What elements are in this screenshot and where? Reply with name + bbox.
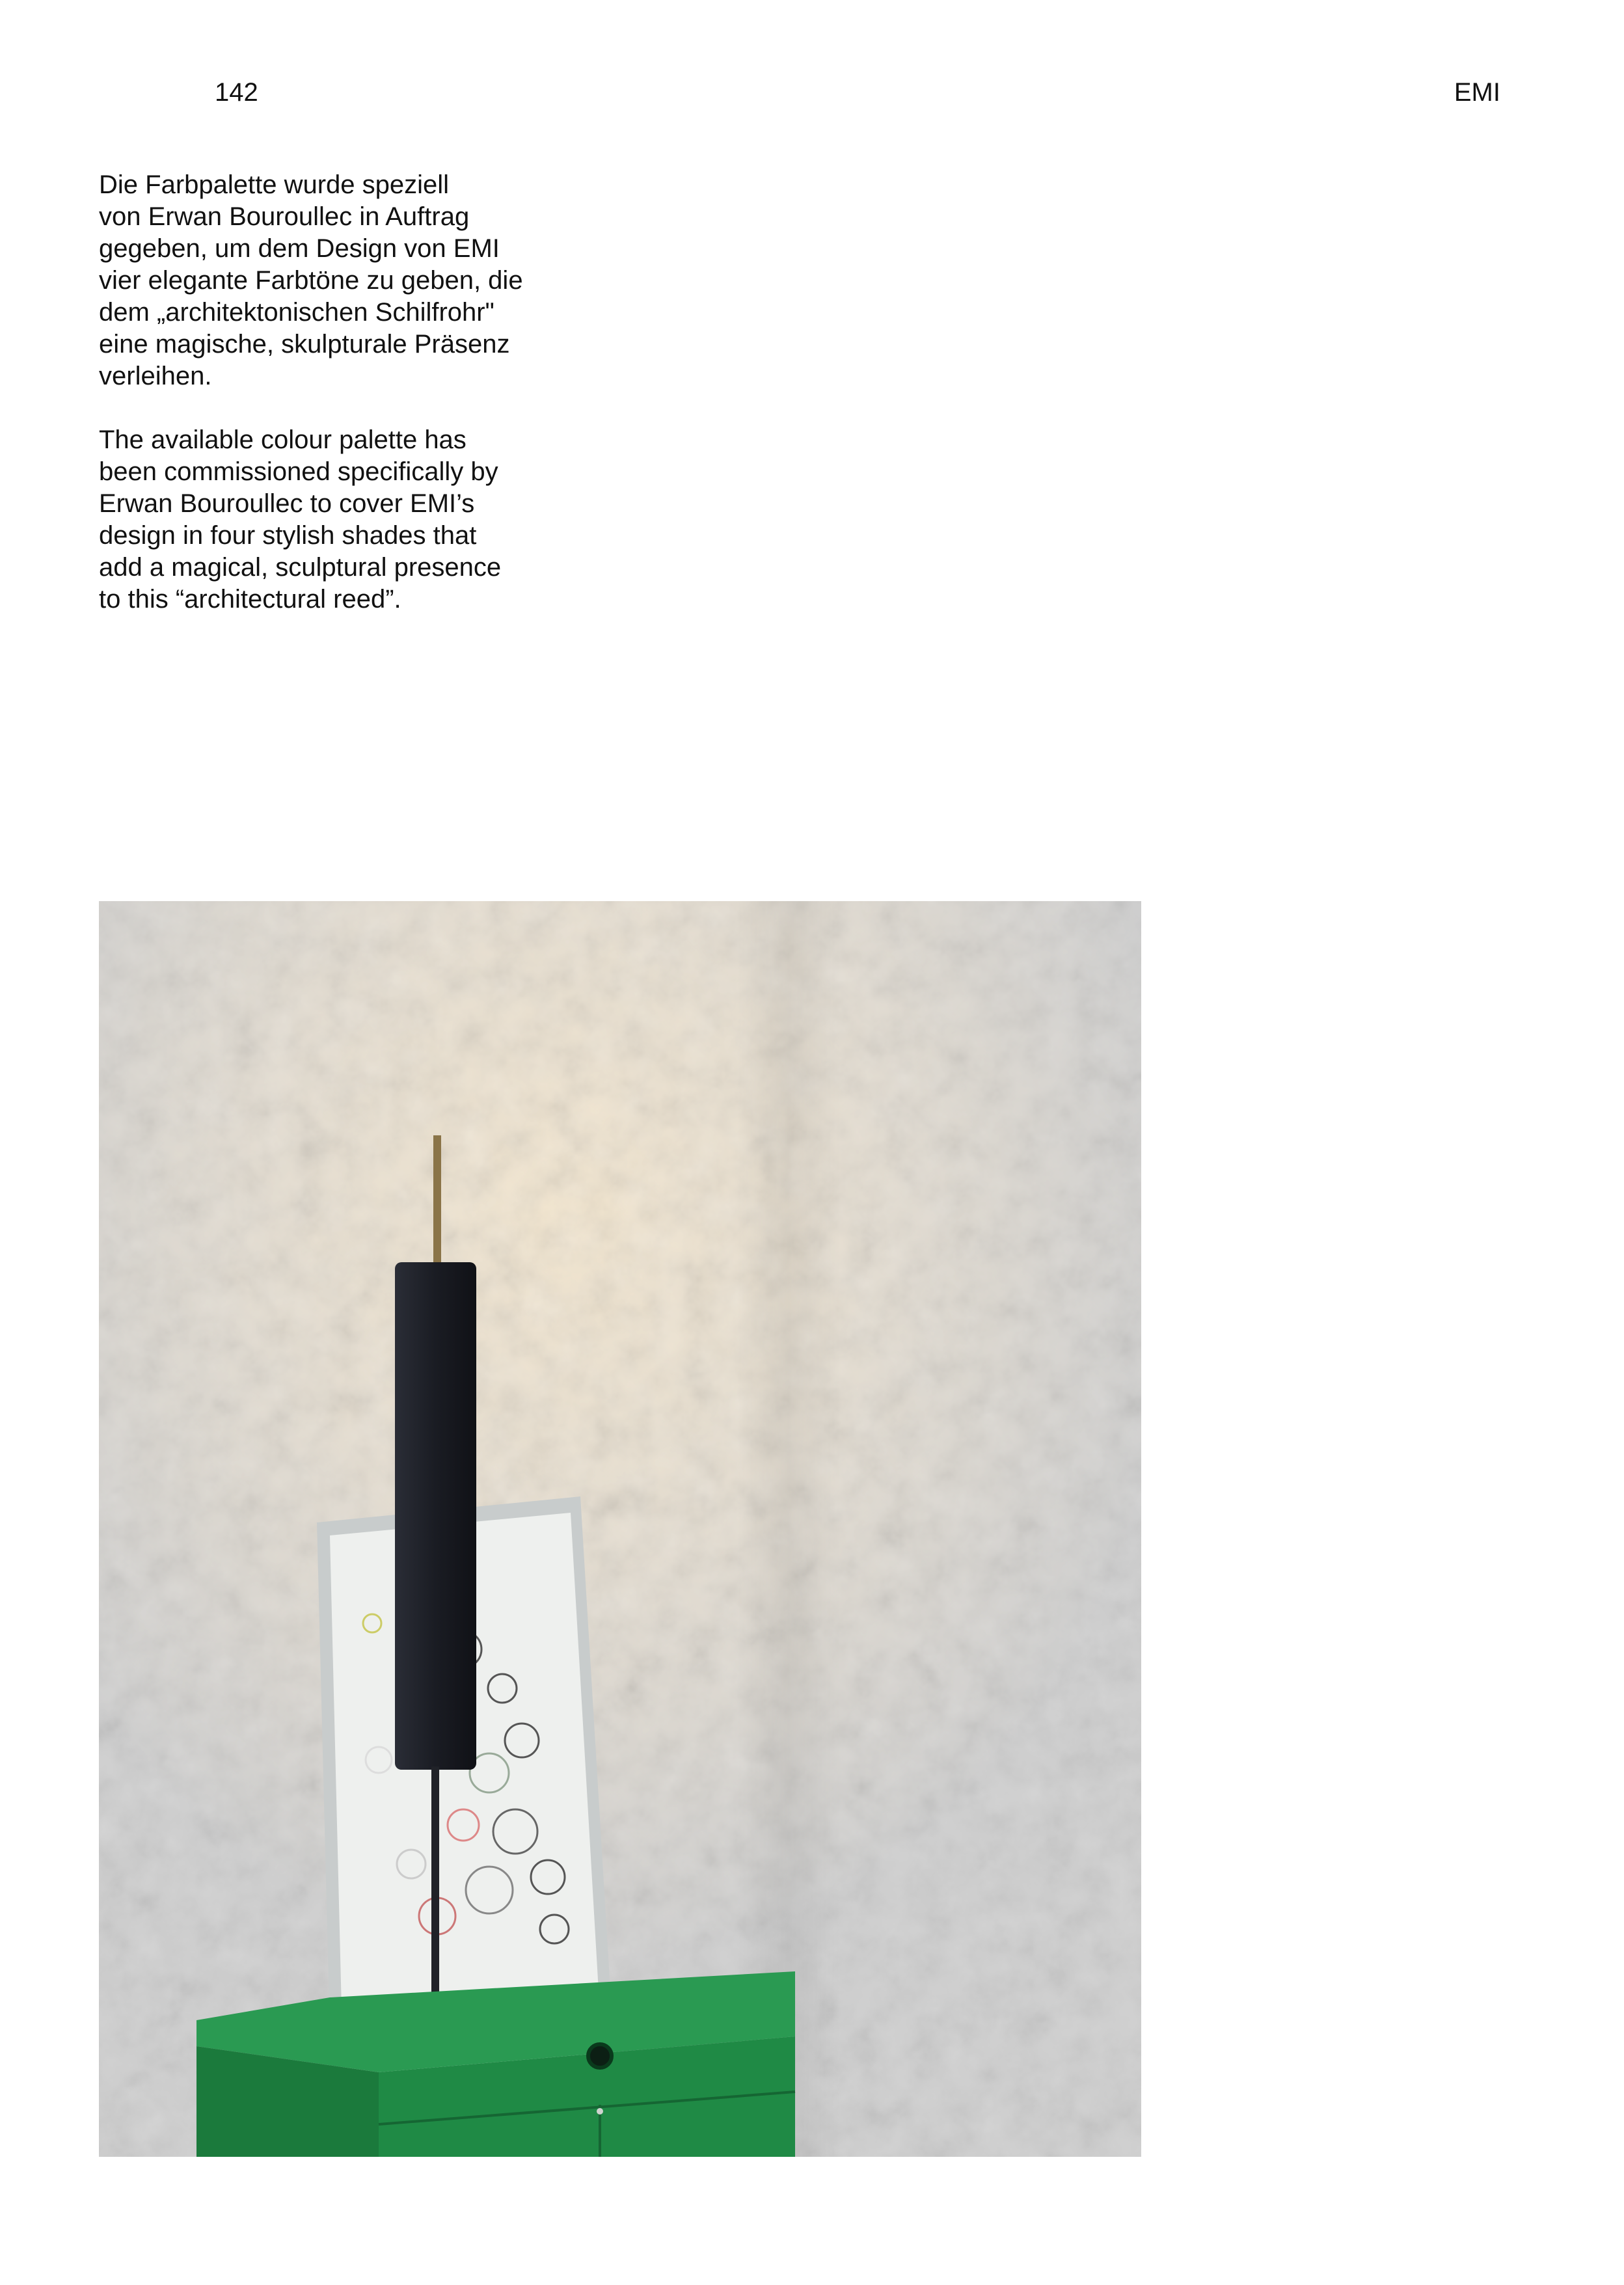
english-paragraph: The available colour palette has been commissioned specifically by Erwan Bouroullec to cover EMI’s design in four stylish shades that add a magical, sculptural presence to this “architectural reed”.: [99, 426, 502, 614]
lamp-photo: [99, 901, 1141, 2157]
german-paragraph: Die Farbpalette wurde speziell von Erwan Bouroullec in Auftrag gegeben, um dem Design von EMI vier elegante Farbtöne zu geben, die dem „architektonischen Schilfrohr" eine magische, skulpturale Präsenz verleihen.: [99, 170, 523, 390]
lamp-stem: [431, 1766, 439, 2020]
lamp-top-rod: [433, 1135, 441, 1265]
text-block: [99, 169, 567, 647]
wall-texture: [99, 901, 1141, 2157]
lamp-shade: [395, 1262, 476, 1770]
page-number: 142: [215, 78, 258, 107]
header-title: EMI: [1454, 78, 1500, 107]
wall-corner: [737, 901, 841, 2157]
